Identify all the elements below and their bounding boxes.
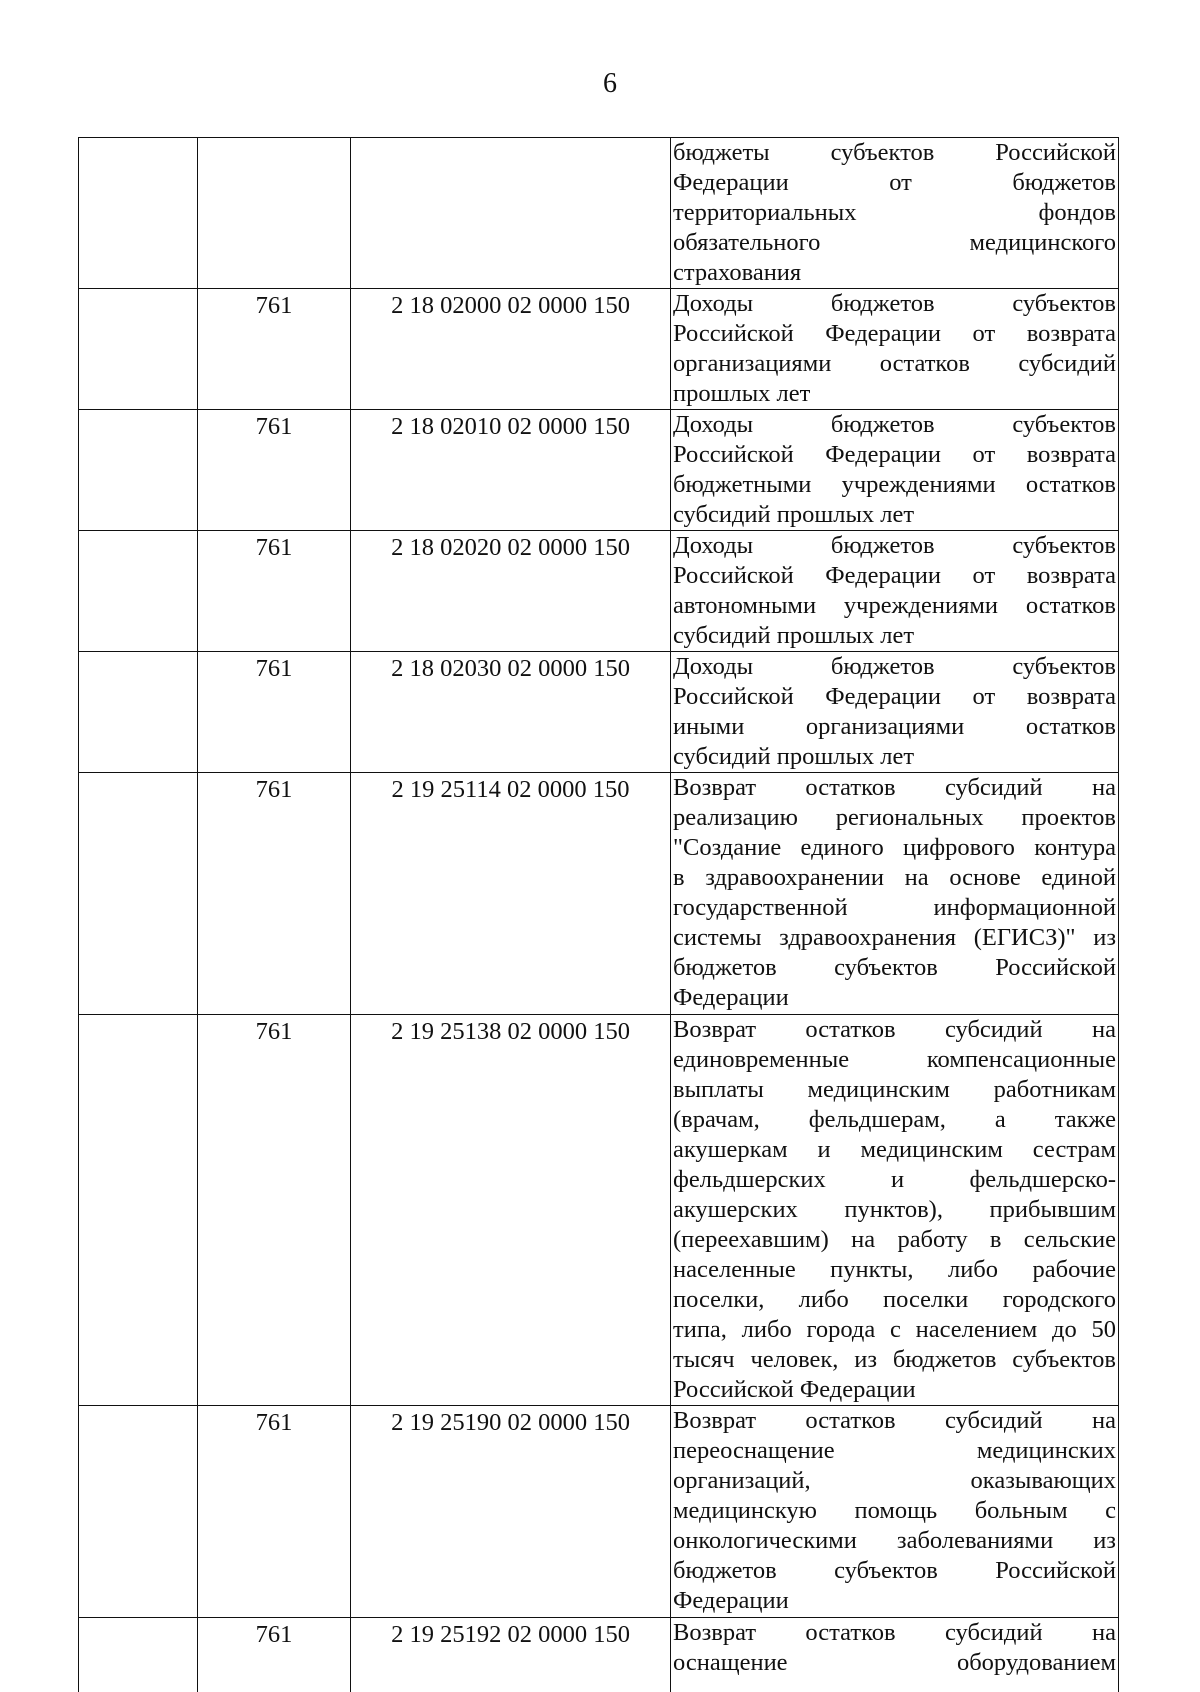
- name-line: Российской Федерации: [673, 1376, 916, 1403]
- table-body: [79, 138, 1119, 1692]
- chapter-code-cell: 761: [198, 1015, 351, 1406]
- budget-code-cell: 2 19 25138 02 0000 150: [351, 1015, 671, 1406]
- name-line: реализацию региональных проектов: [673, 804, 1116, 831]
- budget-code-cell: 2 19 25192 02 0000 150: [351, 1618, 671, 1692]
- page-number: 6: [603, 68, 617, 99]
- income-name-cell: [671, 652, 1119, 773]
- budget-code-cell: [351, 138, 671, 289]
- empty-cell: [79, 138, 198, 289]
- income-name-cell: [671, 410, 1119, 531]
- table-row: [79, 138, 1119, 289]
- table-row: [79, 773, 1119, 1015]
- chapter-code-cell: 761: [198, 289, 351, 410]
- income-name-cell: [671, 138, 1119, 289]
- name-line: Возврат остатков субсидий на: [673, 1407, 1116, 1434]
- name-line: переоснащение медицинских: [673, 1437, 1116, 1464]
- chapter-code-cell: 761: [198, 773, 351, 1015]
- chapter-code-cell: [198, 138, 351, 289]
- name-line: организаций, оказывающих: [673, 1467, 1116, 1494]
- name-line: Российской Федерации от возврата: [673, 320, 1116, 347]
- table-row: [79, 652, 1119, 773]
- name-line: Федерации: [673, 1587, 789, 1614]
- budget-code-cell: 2 18 02010 02 0000 150: [351, 410, 671, 531]
- name-line: бюджетов субъектов Российской: [673, 1557, 1116, 1584]
- name-line: онкологическими заболеваниями из: [673, 1527, 1116, 1554]
- name-line: бюджетов субъектов Российской: [673, 954, 1116, 981]
- name-line: "Создание единого цифрового контура: [673, 834, 1116, 861]
- empty-cell: [79, 531, 198, 652]
- income-name-cell: [671, 531, 1119, 652]
- name-line: типа, либо города с населением до 50: [673, 1316, 1116, 1343]
- income-name-cell: [671, 1618, 1119, 1692]
- empty-cell: [79, 652, 198, 773]
- table-row: [79, 531, 1119, 652]
- income-name-cell: [671, 1015, 1119, 1406]
- name-line: Федерации: [673, 984, 789, 1011]
- name-line: населенные пункты, либо рабочие: [673, 1256, 1116, 1283]
- name-line: субсидий прошлых лет: [673, 622, 915, 649]
- chapter-code-cell: 761: [198, 410, 351, 531]
- budget-code-cell: 2 19 25114 02 0000 150: [351, 773, 671, 1015]
- name-line: бюджетными учреждениями остатков: [673, 471, 1116, 498]
- income-name-cell: [671, 289, 1119, 410]
- name-line: (переехавшим) на работу в сельские: [673, 1226, 1116, 1253]
- budget-code-cell: 2 18 02020 02 0000 150: [351, 531, 671, 652]
- table-row: [79, 1015, 1119, 1406]
- name-line: выплаты медицинским работникам: [673, 1076, 1116, 1103]
- name-line: акушеркам и медицинским сестрам: [673, 1136, 1116, 1163]
- budget-code-cell: 2 18 02030 02 0000 150: [351, 652, 671, 773]
- name-line: Доходы бюджетов субъектов: [673, 411, 1116, 438]
- empty-cell: [79, 289, 198, 410]
- budget-code-cell: 2 18 02000 02 0000 150: [351, 289, 671, 410]
- empty-cell: [79, 410, 198, 531]
- name-line: прошлых лет: [673, 380, 811, 407]
- chapter-code-cell: 761: [198, 1618, 351, 1692]
- budget-codes-table: [78, 137, 1119, 1692]
- table-row: [79, 410, 1119, 531]
- name-line: Доходы бюджетов субъектов: [673, 532, 1116, 559]
- name-line: в здравоохранении на основе единой: [673, 864, 1116, 891]
- name-line: Доходы бюджетов субъектов: [673, 653, 1116, 680]
- empty-cell: [79, 1406, 198, 1618]
- budget-code-cell: 2 19 25190 02 0000 150: [351, 1406, 671, 1618]
- name-line: Российской Федерации от возврата: [673, 562, 1116, 589]
- name-line: территориальных фондов: [673, 199, 1116, 226]
- name-line: акушерских пунктов), прибывшим: [673, 1196, 1116, 1223]
- name-line: Возврат остатков субсидий на: [673, 1016, 1116, 1043]
- name-line: тысяч человек, из бюджетов субъектов: [673, 1346, 1116, 1373]
- empty-cell: [79, 1618, 198, 1692]
- name-line: единовременные компенсационные: [673, 1046, 1116, 1073]
- name-line: страхования: [673, 259, 802, 286]
- name-line: оснащение оборудованием: [673, 1649, 1116, 1676]
- chapter-code-cell: 761: [198, 652, 351, 773]
- income-name-cell: [671, 1406, 1119, 1618]
- empty-cell: [79, 773, 198, 1015]
- name-line: Доходы бюджетов субъектов: [673, 290, 1116, 317]
- name-line: обязательного медицинского: [673, 229, 1116, 256]
- chapter-code-cell: 761: [198, 531, 351, 652]
- name-line: субсидий прошлых лет: [673, 501, 915, 528]
- table-row: [79, 1618, 1119, 1692]
- name-line: поселки, либо поселки городского: [673, 1286, 1116, 1313]
- name-line: (врачам, фельдшерам, а также: [673, 1106, 1116, 1133]
- name-line: Российской Федерации от возврата: [673, 683, 1116, 710]
- name-line: системы здравоохранения (ЕГИСЗ)" из: [673, 924, 1116, 951]
- name-line: медицинскую помощь больным с: [673, 1497, 1116, 1524]
- name-line: субсидий прошлых лет: [673, 743, 915, 770]
- name-line: государственной информационной: [673, 894, 1116, 921]
- name-line: фельдшерских и фельдшерско-: [673, 1166, 1116, 1193]
- name-line: иными организациями остатков: [673, 713, 1116, 740]
- table-row: [79, 1406, 1119, 1618]
- name-line: бюджеты субъектов Российской: [673, 139, 1116, 166]
- name-line: Возврат остатков субсидий на: [673, 774, 1116, 801]
- name-line: Возврат остатков субсидий на: [673, 1619, 1116, 1646]
- table-row: [79, 289, 1119, 410]
- name-line: автономными учреждениями остатков: [673, 592, 1116, 619]
- income-name-cell: [671, 773, 1119, 1015]
- name-line: организациями остатков субсидий: [673, 350, 1116, 377]
- name-line: Российской Федерации от возврата: [673, 441, 1116, 468]
- empty-cell: [79, 1015, 198, 1406]
- name-line: Федерации от бюджетов: [673, 169, 1116, 196]
- chapter-code-cell: 761: [198, 1406, 351, 1618]
